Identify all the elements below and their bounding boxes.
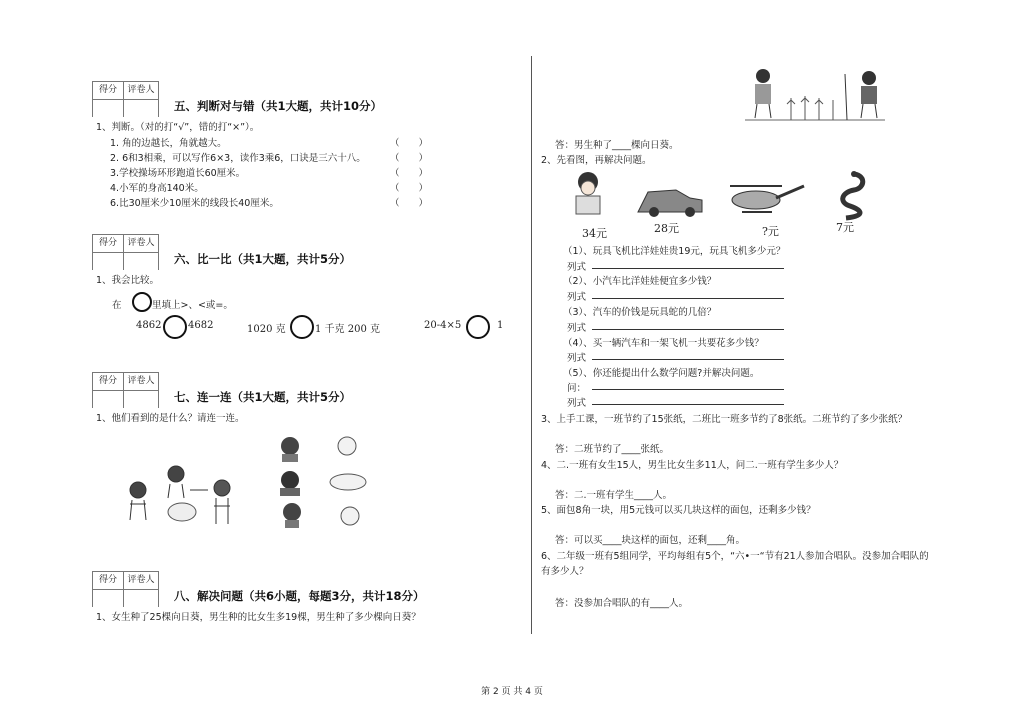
wen-label: 问： [567, 383, 587, 394]
child-figure-left [130, 482, 146, 520]
s5-item: 1. 角的边越长，角就越大。 [110, 138, 227, 149]
score-label: 得分 [93, 235, 124, 252]
s8-answer-1: 答：男生种了____棵向日葵。 [555, 140, 679, 151]
score-label: 得分 [93, 572, 124, 589]
girl-figure [755, 69, 771, 118]
s8-question-6: 6、二年级一班有5组同学，平均每组有5个，“六•一“节有21人参加合唱队。没参加合唱队的 [541, 551, 929, 562]
s7-question-1: 1、他们看到的是什么？请连一连。 [96, 413, 245, 424]
child-figure-top [168, 466, 184, 498]
answer-line[interactable] [592, 389, 784, 390]
s8-question-2: 2、先看图，再解决问题。 [541, 155, 652, 166]
s8-sub-question: （2）、小汽车比洋娃娃便宜多少钱？ [563, 276, 717, 287]
helicopter-icon [730, 186, 804, 212]
s5-item: 2. 6和3相乘，可以写作6×3，读作3乘6，口诀是三六十八。 [110, 153, 366, 164]
grader-label: 评卷人 [127, 85, 155, 95]
column-divider [531, 56, 532, 634]
score-label: 得分 [93, 82, 124, 99]
lieshi-label: 列式 [567, 353, 587, 364]
grader-label: 评卷人 [127, 376, 155, 386]
answer-paren[interactable]: （ ） [390, 153, 429, 164]
score-box [92, 372, 159, 391]
score-box-blank [92, 589, 159, 607]
animal-object [168, 503, 196, 521]
view-animal-2 [330, 474, 366, 490]
connect-illustration [122, 432, 372, 532]
s6-question-1: 1、我会比较。 [96, 275, 160, 286]
snake-icon [843, 171, 863, 218]
toys-illustration [566, 168, 882, 232]
view-animal-3 [341, 507, 359, 525]
score-box-blank [92, 252, 159, 270]
planting-illustration [745, 64, 885, 126]
answer-paren[interactable]: （ ） [390, 183, 429, 194]
lieshi-label: 列式 [567, 323, 587, 334]
child-figure-right [214, 480, 230, 524]
page-footer: 第 2 页 共 4 页 [481, 687, 543, 697]
s8-sub-question: （3）、汽车的价钱是玩具蛇的几倍？ [563, 307, 717, 318]
score-box [92, 571, 159, 590]
price-label: 28元 [654, 222, 679, 235]
circle-icon [132, 292, 152, 312]
compare-right: 1 千克 200 克 [315, 324, 380, 335]
car-icon [638, 190, 702, 217]
s5-item: 3.学校操场环形跑道长60厘米。 [110, 168, 246, 179]
s8-sub-question: （1）、玩具飞机比洋娃娃贵19元，玩具飞机多少元？ [563, 246, 786, 257]
view-face-3 [283, 503, 301, 528]
answer-line[interactable] [592, 268, 784, 269]
answer-line[interactable] [592, 359, 784, 360]
grader-label: 评卷人 [127, 575, 155, 585]
s6-instr-pre: 在 [112, 300, 122, 311]
answer-line[interactable] [592, 404, 784, 405]
section-5-title: 五、判断对与错（共1大题，共计10分） [174, 99, 383, 113]
score-box-blank [92, 390, 159, 408]
compare-right: 1 [497, 320, 504, 331]
view-animal-1 [338, 437, 356, 455]
s5-item: 4.小军的身高140米。 [110, 183, 204, 194]
s8-question-1: 1、女生种了25棵向日葵，男生种的比女生多19棵，男生种了多少棵向日葵？ [96, 612, 421, 623]
answer-paren[interactable]: （ ） [390, 198, 429, 209]
boy-figure [861, 71, 877, 118]
score-box [92, 234, 159, 253]
s8-answer-5: 答：可以买____块这样的面包，还剩____角。 [555, 535, 746, 546]
compare-left: 20-4×5 [424, 320, 462, 331]
s5-question-1: 1、判断。（对的打“√”，错的打“×”）。 [96, 122, 260, 133]
s8-question-5: 5、面包8角一块，用5元钱可以买几块这样的面包，还剩多少钱？ [541, 505, 816, 516]
s8-answer-6: 答：没参加合唱队的有____人。 [555, 598, 689, 609]
price-label: ?元 [762, 225, 779, 238]
s8-sub-question: （5）、你还能提出什么数学问题?并解决问题。 [563, 368, 760, 379]
answer-line[interactable] [592, 329, 784, 330]
s8-question-6-cont: 有多少人？ [541, 566, 589, 577]
s8-answer-3: 答：二班节约了____张纸。 [555, 444, 670, 455]
answer-line[interactable] [592, 298, 784, 299]
section-7-title: 七、连一连（共1大题，共计5分） [174, 390, 352, 404]
view-face-1 [281, 437, 299, 462]
section-6-title: 六、比一比（共1大题，共计5分） [174, 252, 352, 266]
compare-right: 4682 [188, 320, 214, 331]
lieshi-label: 列式 [567, 398, 587, 409]
grader-label: 评卷人 [127, 238, 155, 248]
compare-circle[interactable] [163, 315, 187, 339]
answer-paren[interactable]: （ ） [390, 168, 429, 179]
score-box-blank [92, 99, 159, 117]
compare-left: 1020 克 [247, 324, 286, 335]
score-label: 得分 [93, 373, 124, 390]
s8-question-3: 3、上手工课，一班节约了15张纸，二班比一班多节约了8张纸。二班节约了多少张纸？ [541, 414, 908, 425]
compare-left: 4862 [136, 320, 162, 331]
compare-circle[interactable] [290, 315, 314, 339]
s6-instr-post: 里填上>、<或=。 [152, 300, 233, 311]
s8-question-4: 4、二.一班有女生15人，男生比女生多11人，问二.一班有学生多少人？ [541, 460, 844, 471]
s8-sub-question: （4）、买一辆汽车和一架飞机一共要花多少钱？ [563, 338, 764, 349]
s8-answer-4: 答：二.一班有学生____人。 [555, 490, 673, 501]
lieshi-label: 列式 [567, 262, 587, 273]
answer-paren[interactable]: （ ） [390, 138, 429, 149]
score-box [92, 81, 159, 100]
lieshi-label: 列式 [567, 292, 587, 303]
price-label: 7元 [836, 221, 854, 234]
plant-row [787, 96, 833, 120]
doll-icon [576, 172, 600, 214]
section-8-title: 八、解决问题（共6小题，每题3分，共计18分） [174, 589, 425, 603]
compare-circle[interactable] [466, 315, 490, 339]
s5-item: 6.比30厘米少10厘米的线段长40厘米。 [110, 198, 279, 209]
view-face-2 [280, 471, 300, 496]
price-label: 34元 [582, 227, 607, 240]
